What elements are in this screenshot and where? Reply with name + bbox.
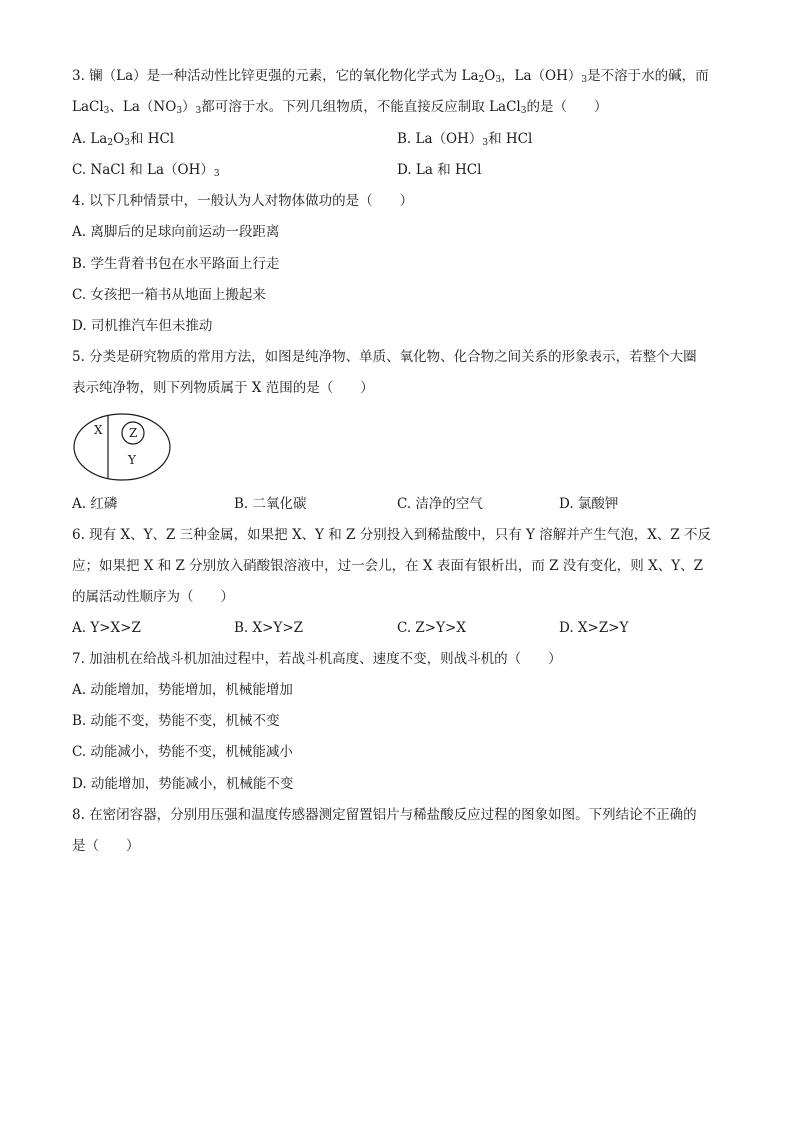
- q6-stem-line3: 的属活动性顺序为（ ）: [72, 589, 234, 605]
- q6-option-c: C. Z>Y>X: [397, 620, 466, 636]
- q5-option-d: D. 氯酸钾: [559, 496, 619, 512]
- q3-stem-line2: LaCl$_3$、$La(NO_3)_3$都可溶于水。下列几组物质，不能直接反应制取 LaCl$_3$的是（ ）: [72, 99, 608, 116]
- q6-option-d: D. X>Z>Y: [559, 620, 629, 636]
- q3-option-b: B. $La(OH)_3$和 HCl: [397, 131, 533, 148]
- q6-option-b: B. X>Y>Z: [234, 620, 304, 636]
- q8-stem-line2: 是（ ）: [72, 838, 140, 854]
- venn-label-x: X: [94, 423, 103, 437]
- q6-stem-line2: 应；如果把 X 和 Z 分别放入硝酸银溶液中，过一会儿，在 X 表面有银析出，而 Z 没有变化，则 X、Y、Z: [72, 558, 704, 574]
- q4-option-d: D. 司机推汽车但未推动: [72, 318, 213, 334]
- q3-option-a: A. $La_2O_3$和 HCl: [72, 131, 175, 148]
- q5-option-c: C. 洁净的空气: [397, 496, 483, 512]
- q3-stem-line1: 3. 镧（La）是一种活动性比锌更强的元素，它的氧化物化学式为 $La_2O_3$，$La(OH)_3$是不溶于水的碱，而: [72, 68, 709, 85]
- q4-option-b: B. 学生背着书包在水平路面上行走: [72, 256, 280, 272]
- q3-option-c: C. NaCl 和 $La(OH)_3$: [72, 162, 220, 179]
- venn-label-z: Z: [129, 426, 138, 440]
- q3-option-d: D. La 和 HCl: [397, 162, 482, 178]
- q8-stem-line1: 8. 在密闭容器，分别用压强和温度传感器测定留置铝片与稀盐酸反应过程的图象如图。下列结论不正确的: [72, 807, 697, 823]
- q7-stem: 7. 加油机在给战斗机加油过程中，若战斗机高度、速度不变，则战斗机的（ ）: [72, 651, 562, 667]
- q6-stem-line1: 6. 现有 X、Y、Z 三种金属，如果把 X、Y 和 Z 分别投入到稀盐酸中，只有 Y 溶解并产生气泡，X、Z 不反: [72, 527, 712, 543]
- q4-stem: 4. 以下几种情景中，一般认为人对物体做功的是（ ）: [72, 193, 414, 209]
- q5-stem-line1: 5. 分类是研究物质的常用方法，如图是纯净物、单质、氧化物、化合物之间关系的形象表示，若整个大圈: [72, 349, 697, 365]
- q6-option-a: A. Y>X>Z: [72, 620, 141, 636]
- classification-venn-diagram: [72, 412, 176, 482]
- q5-stem-line2: 表示纯净物，则下列物质属于 X 范围的是（ ）: [72, 380, 374, 396]
- q4-option-a: A. 离脚后的足球向前运动一段距离: [72, 224, 280, 240]
- venn-outer-circle: [74, 414, 170, 480]
- q4-option-c: C. 女孩把一箱书从地面上搬起来: [72, 287, 266, 303]
- q7-option-d: D. 动能增加，势能减小，机械能不变: [72, 776, 294, 792]
- q7-option-a: A. 动能增加，势能增加，机械能增加: [72, 682, 293, 698]
- q7-option-b: B. 动能不变，势能不变，机械不变: [72, 713, 280, 729]
- q7-option-c: C. 动能减小，势能不变，机械能减小: [72, 744, 293, 760]
- q5-option-b: B. 二氧化碳: [234, 496, 307, 512]
- venn-label-y: Y: [128, 453, 136, 467]
- q5-option-a: A. 红磷: [72, 496, 118, 512]
